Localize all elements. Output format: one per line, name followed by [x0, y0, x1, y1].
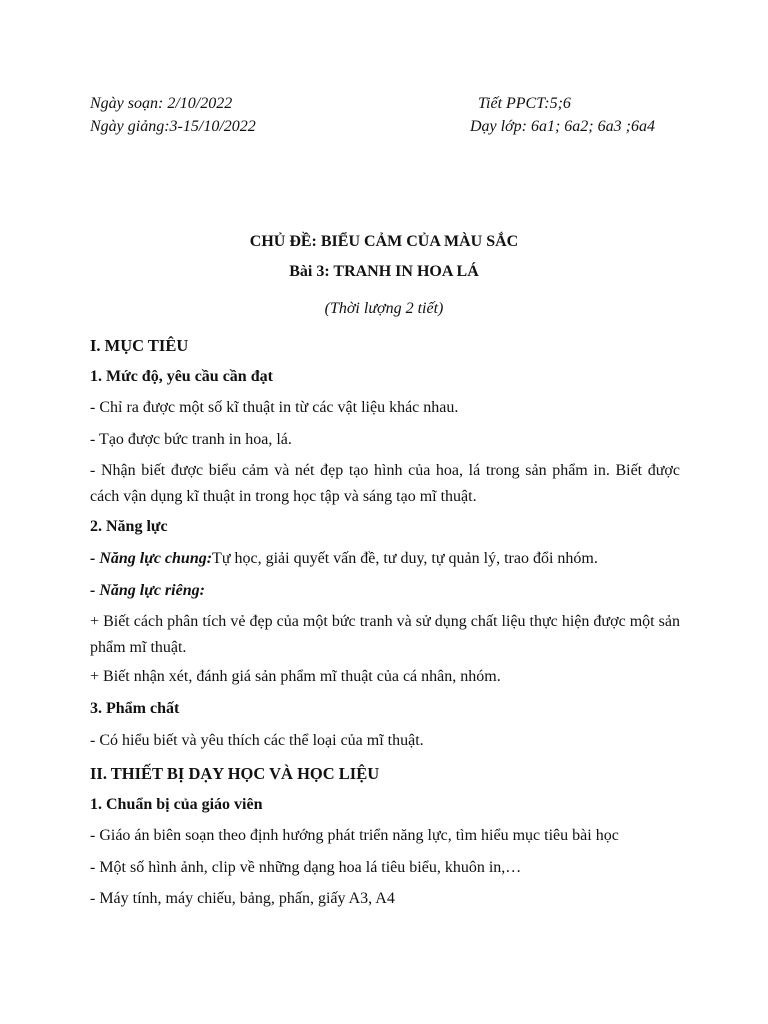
lesson-title: Bài 3: TRANH IN HOA LÁ	[289, 263, 479, 280]
tiet-ppct: Tiết PPCT:5;6	[478, 95, 571, 112]
day-lop: Dạy lớp: 6a1; 6a2; 6a3 ;6a4	[470, 118, 655, 135]
section-1-3-heading: 3. Phẩm chất	[90, 700, 180, 717]
list-item: - Một số hình ảnh, clip về những dạng hoa lá tiêu biểu, khuôn in,…	[90, 859, 522, 876]
general-competence	[90, 549, 598, 569]
list-item: - Chỉ ra được một số kĩ thuật in từ các vật liệu khác nhau.	[90, 399, 459, 416]
general-competence-label: - Năng lực chung:	[90, 550, 213, 567]
list-item: - Máy tính, máy chiếu, bảng, phấn, giấy A3, A4	[90, 890, 395, 907]
section-1-heading: I. MỤC TIÊU	[90, 336, 189, 355]
ngay-giang: Ngày giảng:3-15/10/2022	[90, 118, 256, 135]
list-item: - Giáo án biên soạn theo định hướng phát triển năng lực, tìm hiểu mục tiêu bài học	[90, 827, 619, 844]
list-item: - Tạo được bức tranh in hoa, lá.	[90, 431, 292, 448]
list-item: + Biết cách phân tích vẻ đẹp của một bức tranh và sử dụng chất liệu thực hiện được một sản phẩm mĩ thuật.	[90, 613, 680, 656]
duration: (Thời lượng 2 tiết)	[324, 300, 444, 317]
ngay-soan: Ngày soạn: 2/10/2022	[90, 95, 233, 112]
section-1-1-heading: 1. Mức độ, yêu cầu cần đạt	[90, 368, 273, 385]
section-2-1-heading: 1. Chuẩn bị của giáo viên	[90, 796, 263, 813]
list-item: + Biết nhận xét, đánh giá sản phẩm mĩ thuật của cá nhân, nhóm.	[90, 668, 501, 685]
specific-competence-label: - Năng lực riêng:	[90, 582, 205, 599]
general-competence-text: Tự học, giải quyết vấn đề, tư duy, tự quản lý, trao đổi nhóm.	[212, 550, 598, 567]
list-item: - Nhận biết được biểu cảm và nét đẹp tạo hình của hoa, lá trong sản phẩm in. Biết được cách vận dụng kĩ thuật in trong học tập và sáng tạo mĩ thuật.	[90, 462, 680, 505]
section-2-heading: II. THIẾT BỊ DẠY HỌC VÀ HỌC LIỆU	[90, 764, 380, 783]
topic-title: CHỦ ĐỀ: BIỂU CẢM CỦA MÀU SẮC	[249, 233, 519, 250]
list-item: - Có hiểu biết và yêu thích các thể loại của mĩ thuật.	[90, 732, 424, 749]
section-1-2-heading: 2. Năng lực	[90, 518, 168, 535]
